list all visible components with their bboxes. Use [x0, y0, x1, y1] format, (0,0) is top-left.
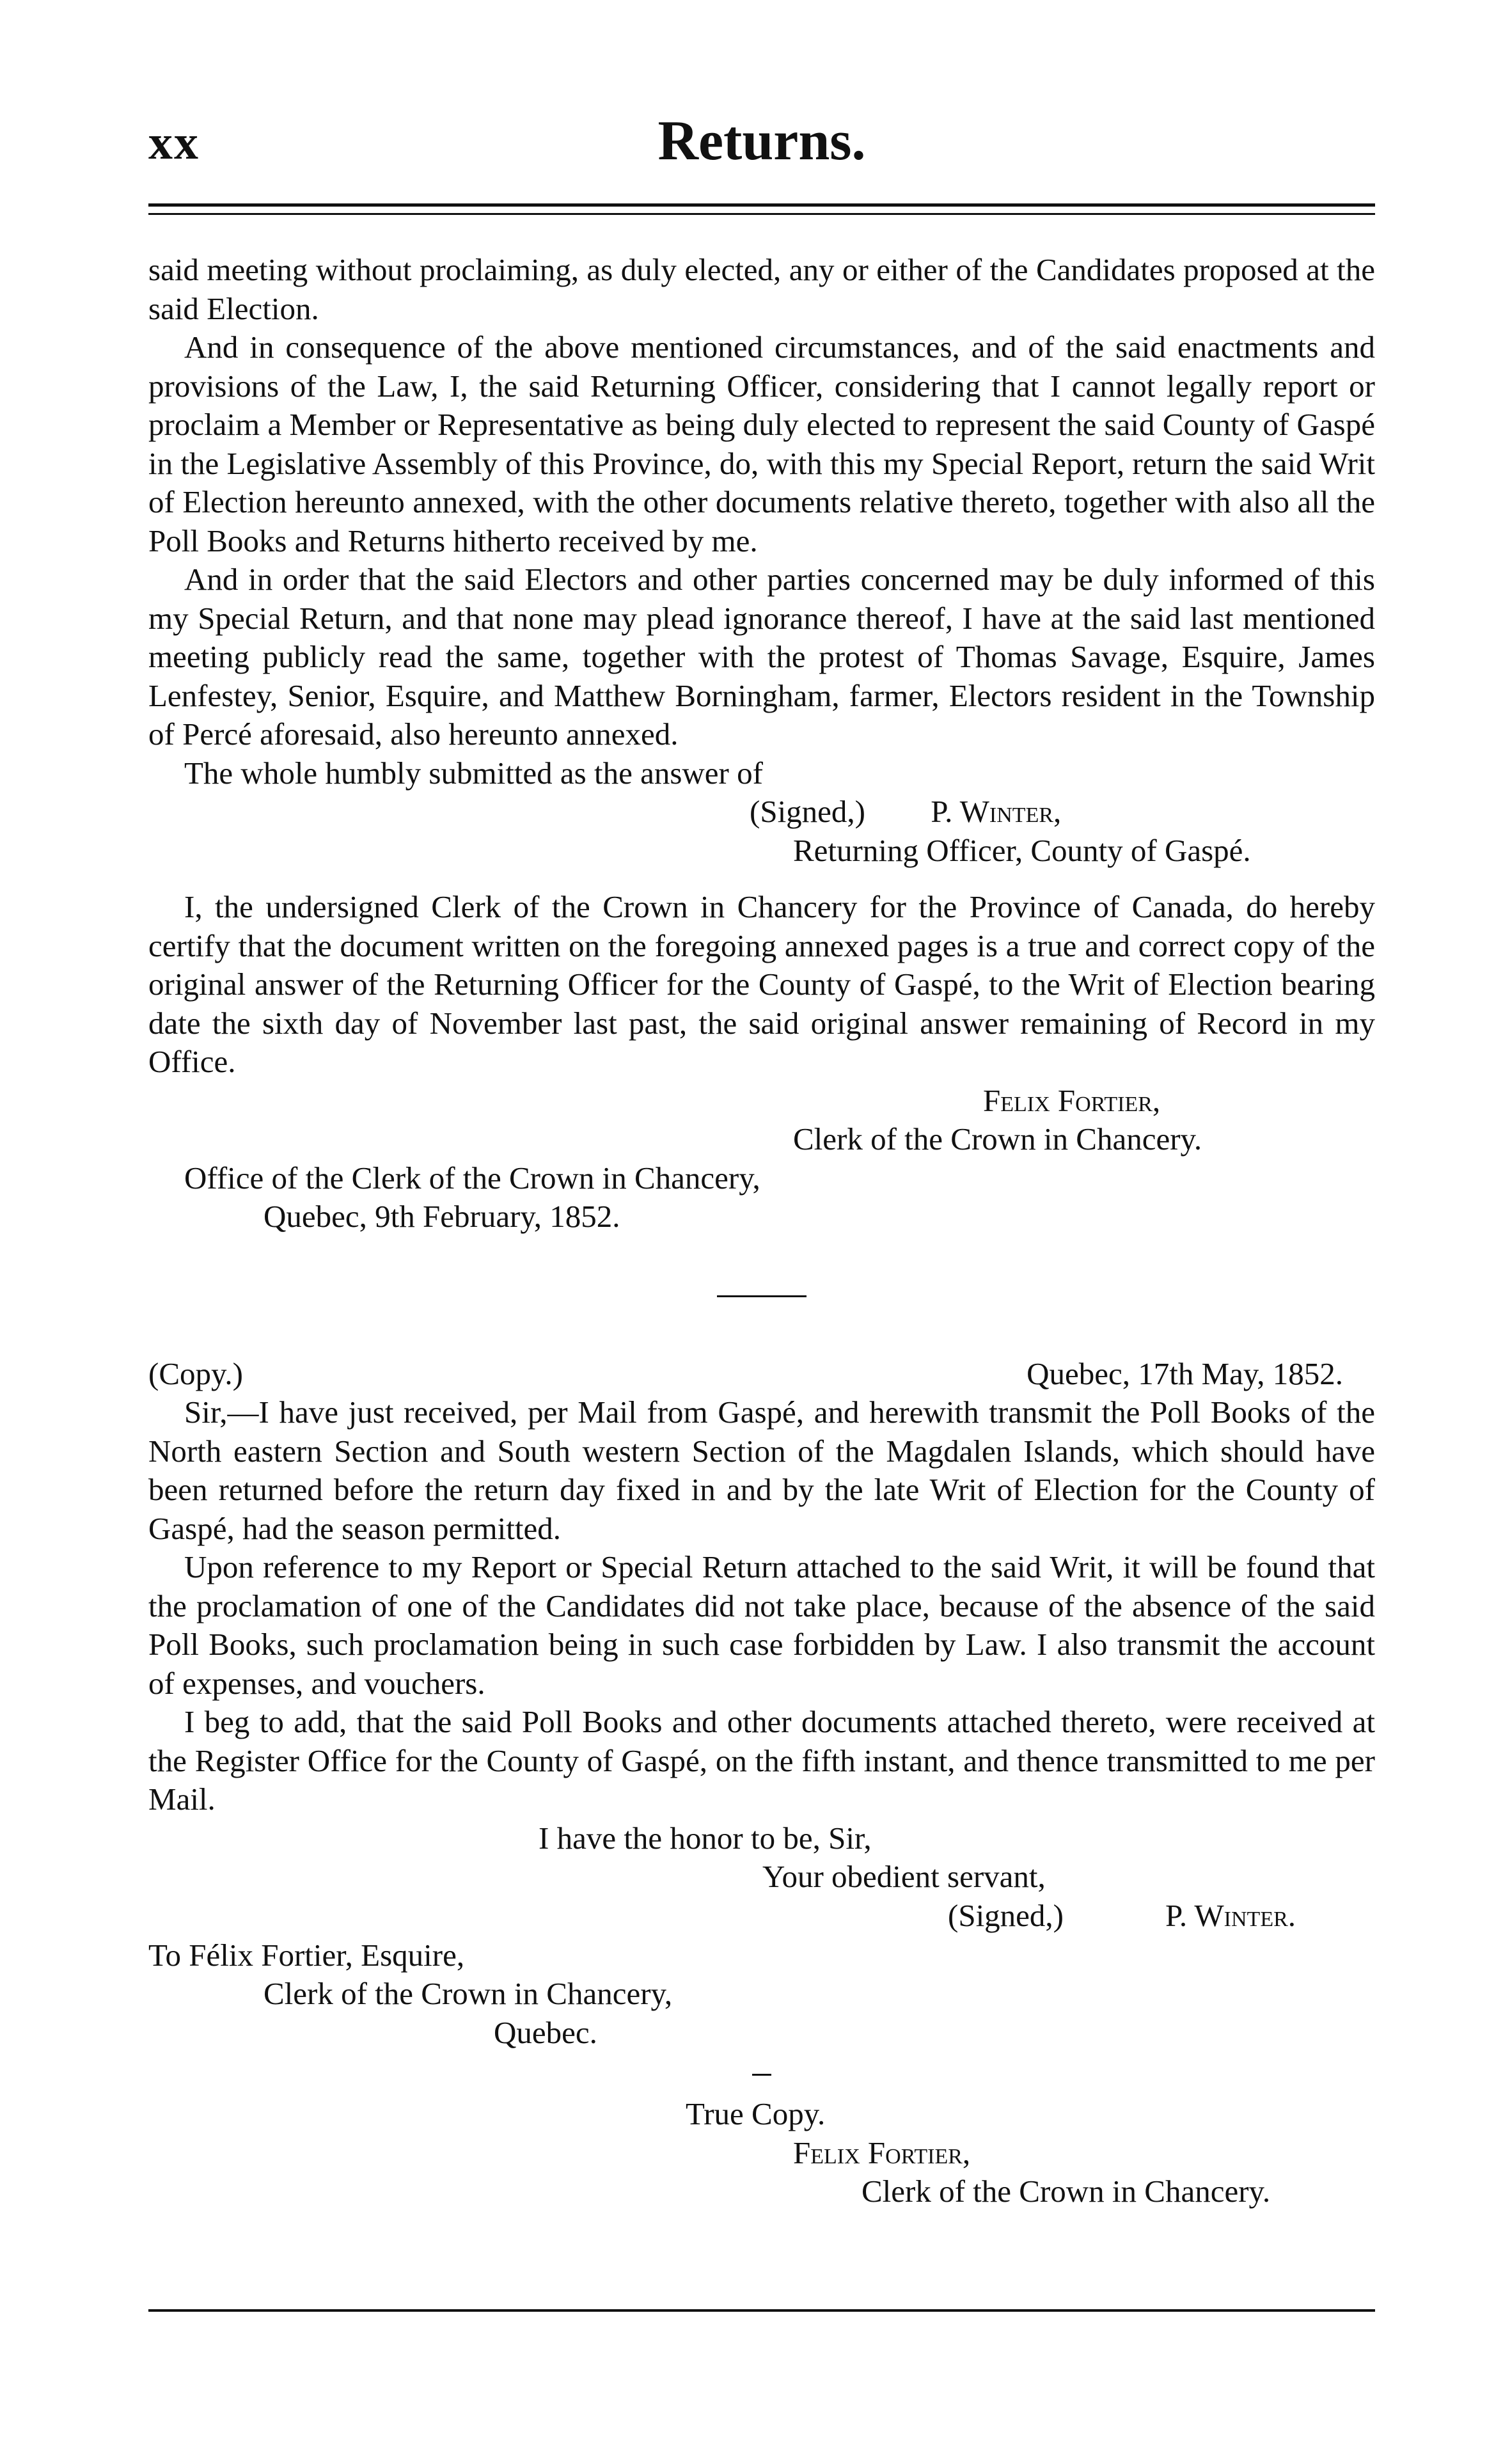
signature-line-1	[148, 793, 1375, 832]
letter-para3: I beg to add, that the said Poll Books and other documents attached thereto, were received at the Register Office for the County of Gaspé, on the fifth instant, and thence transmitted to me per Mail.	[148, 1704, 1375, 1817]
signer-title: Returning Officer, County of Gaspé.	[793, 832, 1251, 868]
office-place-date: Quebec, 9th February, 1852.	[264, 1199, 620, 1234]
letter-closing-1: I have the honor to be, Sir,	[539, 1820, 872, 1856]
addressee-line-1: To Félix Fortier, Esquire,	[148, 1937, 465, 1973]
certificate-text: I, the undersigned Clerk of the Crown in Chancery for the Province of Canada, do hereby certify that the document written on the foregoing annexed pages is a true and correct copy of the original answer of the Returning Officer for the County of Gaspé, to the Writ of Election bearing date the sixth day of November last past, the said original answer remaining of Record in my Office.	[148, 889, 1375, 1079]
addressee-line-3: Quebec.	[494, 2014, 597, 2050]
running-title: Returns.	[657, 110, 866, 172]
section1-para2: And in consequence of the above mentioned circumstances, and of the said enactments and provisions of the Law, I, the said Returning Officer, considering that I cannot legally report or proclaim a Member or Representative as being duly elected to represent the said County of Gaspé in the Legislative Assembly of this Province, do, with this my Special Report, return the said Writ of Election hereunto annexed, with the other documents relative thereto, together with also all the Poll Books and Returns hitherto received by me.	[148, 329, 1375, 558]
letter-para2: Upon reference to my Report or Special Return attached to the said Writ, it will be found that the proclamation of one of the Candidates did not take place, because of the absence of the said Poll Books, such proclamation being in such case forbidden by Law. I also transmit the account of expenses, and vouchers.	[148, 1549, 1375, 1701]
letter-signer: P. Winter.	[1165, 1897, 1296, 1933]
section1-para3: And in order that the said Electors and other parties concerned may be duly informed of this my Special Return, and that none may plead ignorance thereof, I have at the said last mentioned meeting publicly read the same, together with the protest of Thomas Savage, Esquire, James Lenfestey, Senior, Esquire, and Matthew Borningham, farmer, Electors resident in the Township of Percé aforesaid, also hereunto annexed.	[148, 562, 1375, 752]
copy-label: (Copy.)	[148, 1355, 243, 1391]
letter-closing-2: Your obedient servant,	[762, 1859, 1046, 1894]
certificate-title: Clerk of the Crown in Chancery.	[793, 1121, 1202, 1157]
page-header	[148, 109, 1375, 179]
section1-para1: said meeting without proclaiming, as duly elected, any or either of the Candidates proposed at the said Election.	[148, 252, 1375, 326]
certificate-name: Felix Fortier,	[983, 1082, 1161, 1118]
true-copy-label: True Copy.	[686, 2096, 826, 2131]
office-line: Office of the Clerk of the Crown in Chancery,	[184, 1160, 760, 1196]
section1-para4: The whole humbly submitted as the answer of	[184, 755, 763, 791]
footer-rule	[148, 2309, 1375, 2312]
final-signer-name: Felix Fortier,	[793, 2135, 971, 2170]
addressee-line-2: Clerk of the Crown in Chancery,	[264, 1976, 673, 2011]
header-double-rule	[148, 203, 1375, 215]
signed-label: (Signed,)	[750, 794, 865, 829]
letter-date: Quebec, 17th May, 1852.	[1027, 1355, 1343, 1391]
letter-heading	[148, 1355, 1375, 1394]
small-divider	[752, 2074, 771, 2076]
letter-signed-label: (Signed,)	[948, 1897, 1064, 1933]
section-divider	[717, 1295, 807, 1297]
page-number: xx	[148, 116, 200, 170]
signer-name: P. Winter,	[931, 794, 1062, 829]
page-body	[148, 251, 1375, 2211]
letter-signature	[148, 1897, 1375, 1936]
letter-para1: Sir,—I have just received, per Mail from Gaspé, and herewith transmit the Poll Books of the North eastern Section and South western Section of the Magdalen Islands, which should have been returned before the return day fixed in and by the late Writ of Election for the County of Gaspé, had the season permitted.	[148, 1394, 1375, 1546]
final-signer-title: Clerk of the Crown in Chancery.	[862, 2174, 1271, 2209]
